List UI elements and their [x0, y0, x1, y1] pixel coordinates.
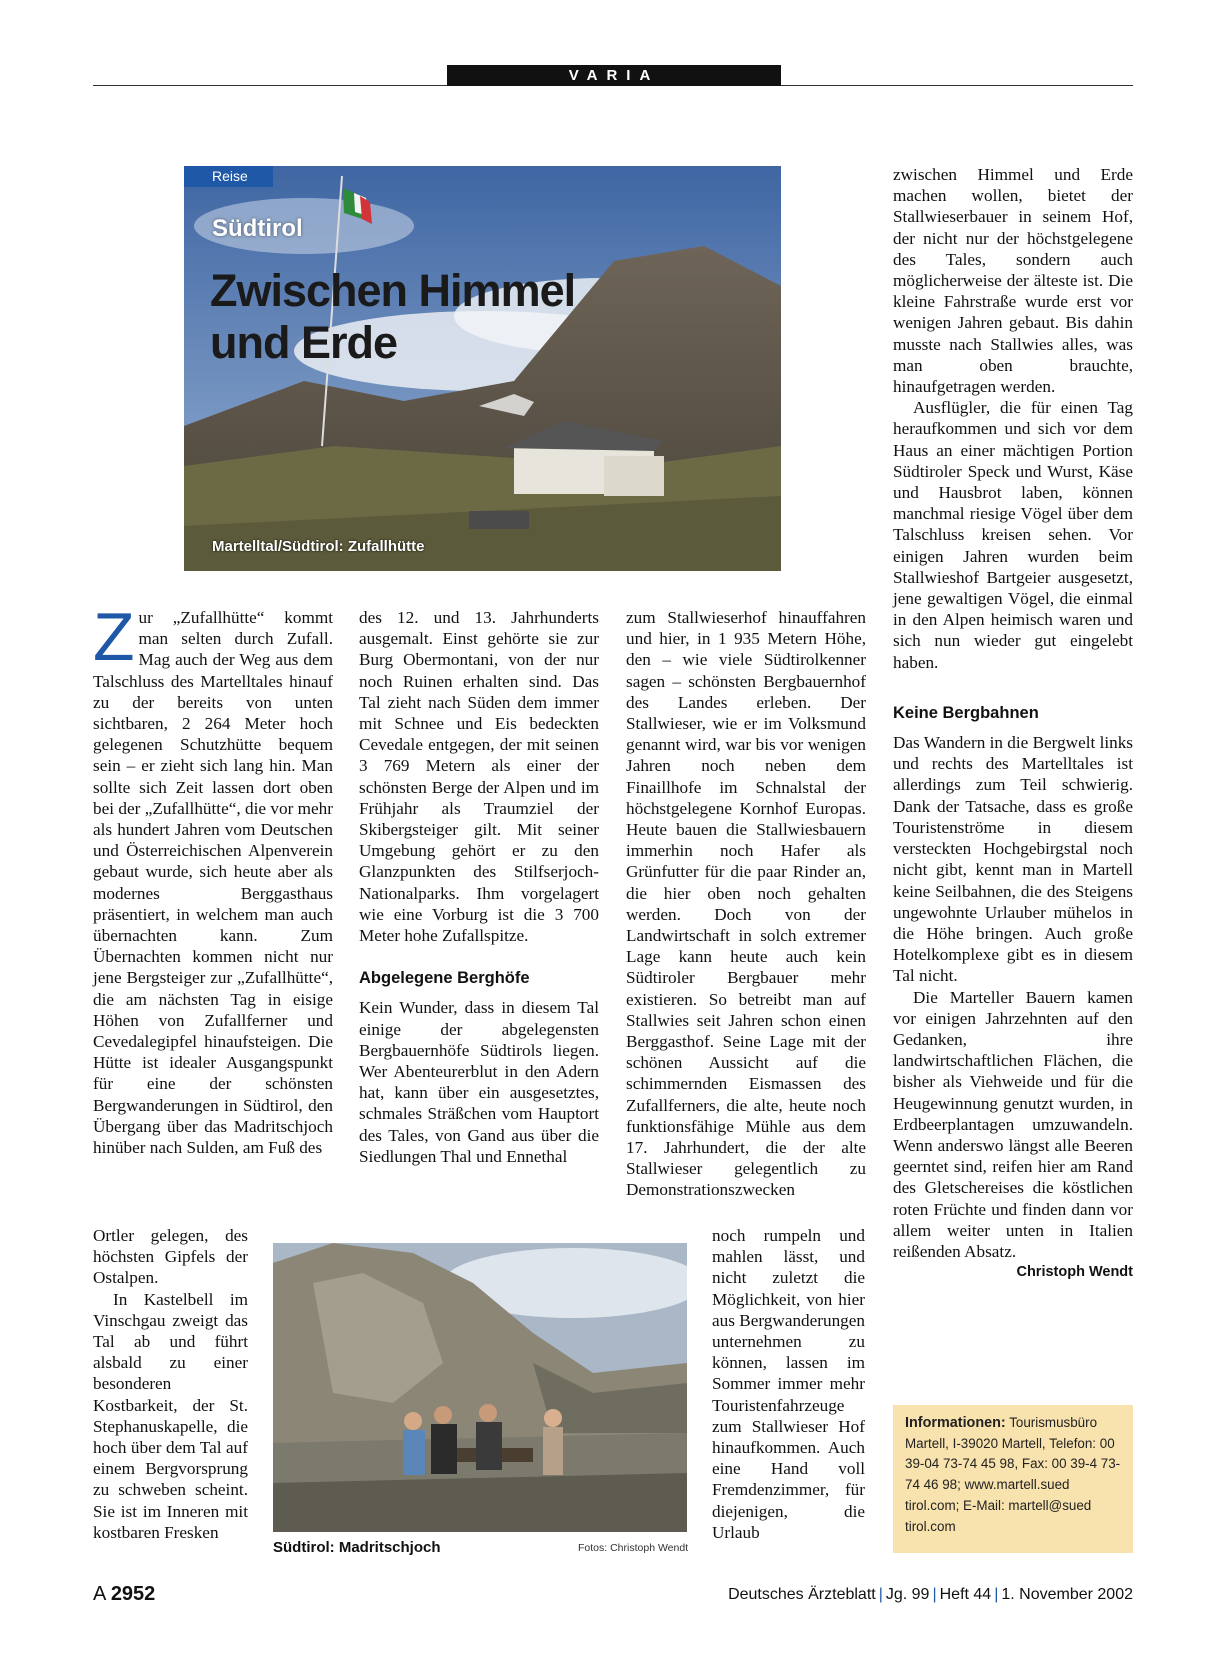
- drop-cap: Z: [93, 599, 135, 675]
- info-box: [893, 1405, 1133, 1553]
- col2-paragraph-2: Kein Wunder, dass in diesem Tal einige der abgelegensten Bergbauernhöfe Südtirols liegen. Wer Abenteurerblut in den Adern hat, kann über ein ausgesetztes, schmales Sträßchen vom Hauptort des Tales, von Gand aus über die Siedlungen Thal und Ennethal: [359, 998, 599, 1166]
- section-heading-berghoefe: Abgelegene Berghöfe: [359, 969, 530, 988]
- section-heading-bergbahnen: Keine Bergbahnen: [893, 703, 1039, 722]
- category-tag: Reise: [184, 166, 273, 187]
- photo-credit: Fotos: Christoph Wendt: [578, 1542, 689, 1554]
- col4-paragraph-2: Ausflügler, die für einen Tag heraufkommen und sich vor dem Haus an einer mächtigen Portion Südtiroler Speck und Wurst, Käse und Hausbrot laben, können manchmal riesige Vögel über dem Talschluss kreisen sehen. Vor einigen Jahren wurden beim Stallwieshof Bartgeier ausgesetzt, jene gewaltigen Vögel, die einmal in den Alpen heimisch waren und sich nun wieder gut eingelebt haben.: [893, 398, 1133, 672]
- journal-name: Deutsches Ärzteblatt: [728, 1586, 876, 1603]
- article-column-3: [626, 607, 866, 1201]
- col4-paragraph-4-text: Die Marteller Bauern kamen vor einigen Jahrzehnten auf den Gedanken, ihre landwirtschaftlichen Flächen, die bisher als Viehweide und für die Heugewinnung genutzt wurden, in Erdbeerplantagen umzuwandeln. Wenn anderswo längst alle Beeren geerntet sind, reifen hier am Rand des Gletschereises die köstlichen roten Früchte und finden dann vor allem weiter unten in Italien reißenden Absatz.: [893, 987, 1133, 1261]
- col3-paragraph-1: zum Stallwieserhof hinauffahren und hier, in 1 935 Metern Höhe, den – wie viele Südtirolkenner sagen – schönsten Bergbauernhof des Landes erleben. Der Stallwieser, wie er im Volksmund genannt wird, war bis vor wenigen Jahren noch neben dem Finaillhofe im Schnalstal der höchstgelegene Kornhof Europas. Heute bauen die Stallwiesbauern immerhin noch Hafer als Grünfutter für die paar Rinder an, die hier oben noch gehalten werden. Doch von der Landwirtschaft in solch extremer Lage kann heute auch kein Südtiroler Bergbauer mehr existieren. So betreibt man auf Stallwies seit Jahren schon einen Berggasthof. Seine Lage mit der schönen Aussicht auf die schimmernden Eismassen des Zufallferners, die alte, heute noch funktionsfähige Mühle aus dem 17. Jahrhundert, die der alte Stallwieser gelegentlich zu Demonstrationszwecken: [626, 608, 866, 1200]
- hero-caption: Martelltal/Südtirol: Zufallhütte: [212, 538, 425, 555]
- article-column-3-continued: [712, 1225, 865, 1543]
- madritschjoch-caption: Südtirol: Madritschjoch: [273, 1539, 441, 1556]
- article-column-2: [359, 607, 599, 1167]
- col4-paragraph-3: Das Wandern in die Bergwelt links und rechts des Martelltales ist allerdings zum Teil schwierig. Dank der Tatsache, dass es große Touristenströme in diesem versteckten Hochgebirgstal noch nicht gibt, kennt man in Martell keine Seilbahnen, die des Steigens ungewohnte Urlauber mühelos in die Höhe bringen. Auch große Hotelkomplexe gibt es in diesem Tal nicht.: [893, 733, 1133, 986]
- col4-paragraph-4: [893, 987, 1133, 1281]
- col4-paragraph-1: zwischen Himmel und Erde machen wollen, bietet der Stallwieserbauer in seinem Hof, der nicht nur der höchstgelegene des Tales, sondern auch möglicherweise der älteste ist. Die kleine Fahrstraße wurde erst vor wenigen Jahren gebaut. Bis dahin musste nach Stallwies alles, was man oben brauchte, hinaufgetragen werden.: [893, 165, 1133, 397]
- info-text: Tourismusbüro Martell, I-39020 Martell, Telefon: 00 39-04 73-74 45 98, Fax: 00 39-4 73-74 46 98; www.martell.sued tirol.com; E-Mail: martell@sued tirol.com: [905, 1415, 1121, 1534]
- section-label: VARIA: [447, 65, 781, 86]
- info-label: Informationen:: [905, 1415, 1006, 1431]
- madritschjoch-photo: [273, 1243, 687, 1532]
- col1-paragraph-1: ur „Zufallhütte“ kommt man selten durch Zufall. Mag auch der Weg aus dem Talschluss des Martelltales hinauf zu der bereits von unten sichtbaren, 2 264 Meter hoch gelegenen Schutzhütte bequem sein – er zieht sich lang hin. Man sollte sich Zeit lassen dort oben bei der „Zufallhütte“, die vor mehr als hundert Jahren vom Deutschen und Österreichischen Alpenverein gebaut wurde, sich heute aber als modernes Berggasthaus präsentiert, in welchem man auch übernachten kann. Zum Übernachten kommen nicht nur jene Bergsteiger zur „Zufallhütte“, die am nächsten Tag in eisige Höhen von Zufallferner und Cevedalegipfel hinaufsteigen. Die Hütte ist idealer Ausgangspunkt für eine der schönsten Bergwanderungen in Südtirol, den Übergang über das Madritschjoch hinüber nach Sulden, am Fuß des: [93, 608, 333, 1158]
- journal-volume: Jg. 99: [885, 1586, 930, 1603]
- page-prefix: A: [93, 1583, 106, 1605]
- author-byline: Christoph Wendt: [1016, 1264, 1133, 1281]
- page-number: [93, 1583, 155, 1606]
- page-value: 2952: [110, 1583, 156, 1605]
- journal-date: 1. November 2002: [1001, 1586, 1133, 1603]
- title-line-1: Zwischen Himmel: [210, 265, 576, 316]
- article-column-1-continued: [93, 1225, 248, 1543]
- article-column-4: [893, 164, 1133, 1283]
- title-line-2: und Erde: [210, 317, 398, 368]
- article-kicker: Südtirol: [212, 215, 303, 242]
- article-column-1: [93, 599, 333, 1158]
- col1-paragraph-1-tail: Ortler gelegen, des höchsten Gipfels der Ostalpen.: [93, 1226, 248, 1288]
- col3-paragraph-1-tail: noch rumpeln und mahlen lässt, und nicht zuletzt die Möglichkeit, von hier aus Bergwanderungen unternehmen zu können, lassen im Sommer immer mehr Touristenfahrzeuge zum Stallwieser Hof hinaufkommen. Auch eine Hand voll Fremdenzimmer, für diejenigen, die Urlaub: [712, 1226, 865, 1542]
- col2-paragraph-1: des 12. und 13. Jahrhunderts ausgemalt. Einst gehörte sie zur Burg Obermontani, von der nur noch Ruinen erhalten sind. Das Tal zieht nach Süden dem immer mit Schnee und Eis bedeckten Cevedale entgegen, der mit seinen 3 769 Metern als einer der schönsten Berge der Alpen und im Frühjahr als Traumziel der Skibergsteiger gilt. Mit seiner Umgebung gehört er zu den Glanzpunkten des Stilfserjoch-Nationalparks. Ihm vorgelagert wie eine Vorburg ist die 3 700 Meter hohe Zufallspitze.: [359, 608, 599, 946]
- journal-issue: Heft 44: [939, 1586, 992, 1603]
- journal-footer: Deutsches Ärzteblatt | Jg. 99 | Heft 44 | 1. November 2002: [728, 1586, 1133, 1603]
- article-title: [210, 265, 575, 369]
- col1-paragraph-2: In Kastelbell im Vinschgau zweigt das Tal ab und führt alsbald zu einer besonderen Kostbarkeit, der St. Stephanuskapelle, die hoch über dem Tal auf einem Bergvorsprung zu schweben scheint. Sie ist im Inneren mit kostbaren Fresken: [93, 1289, 248, 1542]
